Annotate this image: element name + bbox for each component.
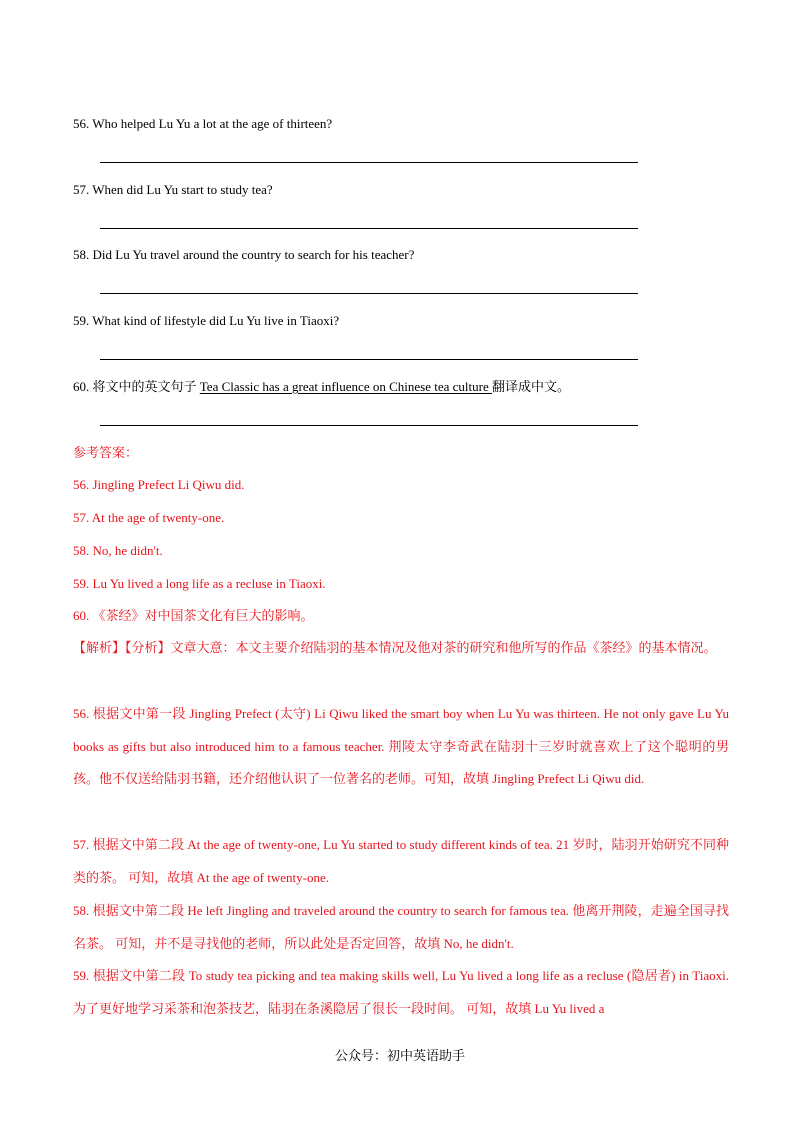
answer-line-60 <box>100 425 638 426</box>
answer-57: 57. At the age of twenty-one. <box>73 510 225 525</box>
question-58: 58. Did Lu Yu travel around the country to search for his teacher? <box>73 247 415 262</box>
answer-line-56 <box>100 162 638 163</box>
question-60-prefix: 60. 将文中的英文句子 <box>73 379 200 394</box>
question-60-sentence: Tea Classic has a great influence on Chinese tea culture <box>199 379 492 394</box>
analysis-59: 59. 根据文中第二段 To study tea picking and tea making skills well, Lu Yu lived a long life as a recluse (隐居者) in Tiaoxi.为了更好地学习采茶和泡茶技艺，陆羽在条溪隐居了很长一段时间。 可知，故填 Lu Yu lived a <box>73 968 729 1016</box>
analysis-56: 56. 根据文中第一段 Jingling Prefect (太守) Li Qiwu liked the smart boy when Lu Yu was thirteen. He not only gave Lu Yu books as gifts but also introduced him to a famous teacher. 荆陵太守李奇武在陆羽十三岁时就喜欢上了这个聪明的男孩。他不仅送给陆羽书籍，还介绍他认识了一位著名的老师。可知，故填 Jingling Prefect Li Qiwu did. <box>73 706 729 786</box>
answer-line-59 <box>100 359 638 360</box>
question-56: 56. Who helped Lu Yu a lot at the age of thirteen? <box>73 116 333 131</box>
answer-58: 58. No, he didn't. <box>73 543 163 558</box>
answer-56: 56. Jingling Prefect Li Qiwu did. <box>73 477 245 492</box>
question-60 <box>73 379 570 395</box>
analysis-intro: 【解析】【分析】文章大意：本文主要介绍陆羽的基本情况及他对茶的研究和他所写的作品《茶经》的基本情况。 <box>73 640 717 655</box>
question-60-suffix: 翻译成中文。 <box>491 379 570 394</box>
analysis-58: 58. 根据文中第二段 He left Jingling and traveled around the country to search for famous tea. 他离开荆陵，走遍全国寻找名茶。 可知，并不是寻找他的老师，所以此处是否定回答，故填 No, he didn't. <box>73 903 729 951</box>
answers-heading: 参考答案： <box>73 445 139 460</box>
question-57: 57. When did Lu Yu start to study tea? <box>73 182 273 197</box>
answer-60: 60. 《茶经》对中国茶文化有巨大的影响。 <box>73 608 314 623</box>
page-footer: 公众号：初中英语助手 <box>334 1048 465 1063</box>
analysis-57: 57. 根据文中第二段 At the age of twenty-one, Lu Yu started to study different kinds of tea. 21 岁时，陆羽开始研究不同种类的茶。 可知，故填 At the age of twenty-one. <box>73 837 729 885</box>
answer-line-58 <box>100 293 638 294</box>
answer-59: 59. Lu Yu lived a long life as a recluse in Tiaoxi. <box>73 576 326 591</box>
answer-line-57 <box>100 228 638 229</box>
question-59: 59. What kind of lifestyle did Lu Yu live in Tiaoxi? <box>73 313 340 328</box>
